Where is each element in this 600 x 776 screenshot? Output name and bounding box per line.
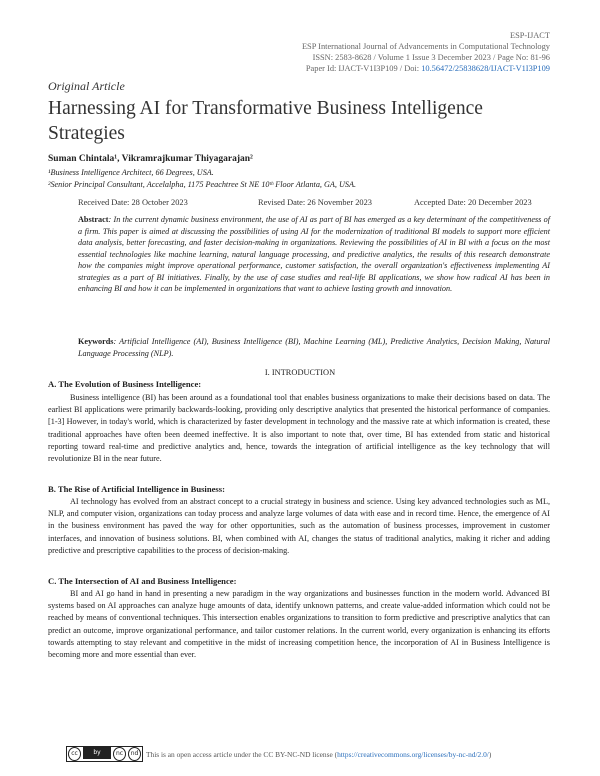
keywords-text: : Artificial Intelligence (AI), Business Intelligence (BI), Machine Learning (ML), Predictive Analytics, Decision Making, Natural Language Processing (NLP). <box>78 337 550 358</box>
paragraph-a <box>48 392 550 465</box>
abstract <box>78 214 550 295</box>
license-close: ) <box>488 749 492 759</box>
paragraph-b <box>48 496 550 557</box>
nd-icon: nd <box>128 747 141 761</box>
doi-link[interactable]: 10.56472/25838628/IJACT-V1I3P109 <box>421 64 550 73</box>
paragraph-b-text: AI technology has evolved from an abstract concept to a crucial strategy in business and science. Using key advanced technologies such as ML, NLP, and computer vision, organizations can today process and analyze large volumes of data with ease and in record time. Hence, the emergence of AI in the business environment has paved the way for other opportunities, such as the automation of business processes, improvement in customer interfaces, and innovation of business solutions. BI, when combined with AI, changes the status of traditional analytics, making it richer and adding predictive and prescriptive capabilities to the process of decision-making. <box>48 497 550 555</box>
paragraph-a-text: Business intelligence (BI) has been around as a foundational tool that enables business organizations to make their decisions based on data. The earliest BI applications were primarily backwards-looking, providing only descriptive analytics that presented the historical performance of companies. [1-3] However, in today's world, which is characterized by faster development in technology and the massive rate at which information is created, these traditional approaches have often been deemed ineffective. It is also important to note that, over time, BI has extended from static and historical reporting toward real-time and predictive analytics and, hence, towards the integration of artificial intelligence as the key technology that will revolutionize BI in the near future. <box>48 393 550 464</box>
license-footer <box>66 746 491 762</box>
paragraph-c-text: BI and AI go hand in hand in presenting a new paradigm in the way organizations and businesses function in the modern world. Advanced BI systems based on AI approaches can analyze huge amounts of data, identify unknown patterns, and create value-added information which could not be reached by means of conventional techniques. This intersection enables organizations to transition to form predictive and prescriptive analytics that can predict an outcome, improve organizational performance, and tailor customer relations. In the current world, every organization is enhancing its efforts towards attempting to stay relevant and competitive in the midst of increasing competition hence, the incorporation of AI in Business Intelligence is becoming more and more essential than ever. <box>48 589 550 660</box>
subsection-heading-b: B. The Rise of Artificial Intelligence in Business: <box>48 484 225 494</box>
section-heading: I. INTRODUCTION <box>264 368 336 377</box>
article-type: Original Article <box>48 79 125 93</box>
issn-line: ISSN: 2583-8628 / Volume 1 Issue 3 December 2023 / Page No: 81-96 <box>312 53 550 62</box>
cc-license-badge[interactable] <box>66 746 143 762</box>
author-list: Suman Chintala¹, Vikramrajkumar Thiyagarajan² <box>48 154 253 164</box>
paper-id-line <box>302 63 550 74</box>
license-text: This is an open access article under the CC BY-NC-ND license ( <box>146 749 338 759</box>
keywords <box>78 336 550 359</box>
abstract-text: : In the current dynamic business environment, the use of AI as part of BI has emerged as a key determinant of the competitiveness of a firm. This paper is aimed at discussing the possibilities of using AI for the modernization of traditional BI models to support more efficient data analysis, better forecasting, and faster decision-making in organizations. Reviewing the possibilities of AI in BI with a focus on the most essential technologies like machine learning, natural language processing, and predictive analytics, the results of this research demonstrate how the companies might improve operational performance, customer satisfaction, the overall organization's effectiveness implementing AI strategies as a part of BI initiatives. Finally, by the use of case studies and real-life BI applications, we show how radical AI has been in enhancing BI and how it can be implemented in organizations that want to achieve lasting growth and innovation. <box>78 215 550 293</box>
affiliation-2: ²Senior Principal Consultant, Accelalpha, 1175 Peachtree St NE 10ᵗʰ Floor Atlanta, GA, USA. <box>48 180 357 189</box>
affiliation-1: ¹Business Intelligence Architect, 66 Degrees, USA. <box>48 168 214 177</box>
cc-icon: cc <box>68 747 81 761</box>
subsection-heading-c: C. The Intersection of AI and Business Intelligence: <box>48 576 237 586</box>
abstract-label: Abstract <box>78 215 109 224</box>
accepted-date: Accepted Date: 20 December 2023 <box>414 198 532 207</box>
journal-code: ESP-IJACT <box>509 31 550 40</box>
by-icon: by <box>83 747 111 759</box>
keywords-label: Keywords <box>78 337 114 346</box>
received-date: Received Date: 28 October 2023 <box>78 198 188 207</box>
paragraph-c <box>48 588 550 661</box>
paper-id: Paper Id: IJACT-V1I3P109 / Doi: <box>305 64 422 73</box>
license-link[interactable]: https://creativecommons.org/licenses/by-nc-nd/2.0/ <box>337 749 489 759</box>
subsection-heading-a: A. The Evolution of Business Intelligence: <box>48 379 202 389</box>
paper-title: Harnessing AI for Transformative Business Intelligence Strategies <box>48 98 483 144</box>
nc-icon: nc <box>113 747 126 761</box>
journal-header <box>302 30 550 74</box>
journal-name: ESP International Journal of Advancements in Computational Technology <box>301 42 550 51</box>
revised-date: Revised Date: 26 November 2023 <box>258 198 372 207</box>
